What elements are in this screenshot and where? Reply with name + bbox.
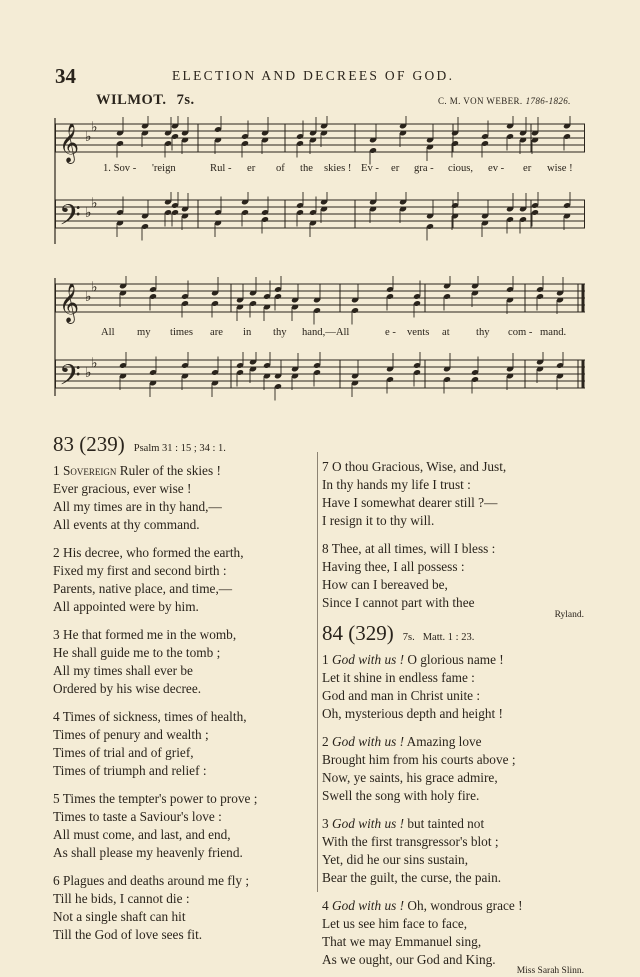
stanza (322, 733, 584, 805)
column-divider (317, 452, 318, 892)
music-lyrics-line-2 (0, 327, 640, 341)
verse-line: Yet, did he our sins sustain, (322, 852, 469, 867)
verse-line: That we may Emmanuel sing, (322, 934, 482, 949)
scripture-reference: Matt. 1 : 23. (422, 632, 475, 643)
lyric-syllable: hand,—All (302, 327, 350, 338)
verse-line: 7 O thou Gracious, Wise, and Just, (322, 459, 507, 474)
verse-line: All appointed were by him. (53, 599, 199, 614)
music-lyrics-line-1 (0, 163, 640, 177)
lyric-syllable: my (137, 327, 151, 338)
verse-line: 1 Sovereign Ruler of the skies ! (53, 463, 221, 478)
verse-line: Bear the guilt, the curse, the pain. (322, 870, 502, 885)
stanza (53, 708, 315, 780)
lyric-syllable: of (276, 163, 285, 174)
lyric-syllable: skies ! (324, 163, 352, 174)
verse-line: Swell the song with holy fire. (322, 788, 480, 803)
verse-line: 6 Plagues and deaths around me fly ; (53, 873, 250, 888)
stanza (53, 872, 315, 944)
verse-line: Have I somewhat dearer still ?— (322, 495, 498, 510)
verse-line: All my times are in thy hand,— (53, 499, 222, 514)
stanza (53, 544, 315, 616)
hymn-83 (53, 434, 315, 954)
lyric-syllable: er (247, 163, 256, 174)
system-brace-2 (52, 278, 58, 396)
verse-line: As we ought, our God and King. (322, 952, 496, 967)
hymn-83-continued (322, 458, 584, 977)
verse-line: All must come, and last, and end, (53, 827, 231, 842)
verse-line: Let us see him face to face, (322, 916, 468, 931)
verse-line: 1 God with us ! O glorious name ! (322, 652, 504, 667)
verse-line: 4 God with us ! Oh, wondrous grace ! (322, 898, 523, 913)
lyric-syllable: er (391, 163, 400, 174)
tune-meter: 7s. (176, 92, 195, 108)
verse-line: Till he bids, I cannot die : (53, 891, 190, 906)
hymn-number: 84 (329) (322, 621, 394, 645)
system-brace-1 (52, 118, 58, 244)
verse-line: 2 His decree, who formed the earth, (53, 545, 244, 560)
verse-line: With the first transgressor's blot ; (322, 834, 499, 849)
verse-line: Since I cannot part with thee (322, 595, 475, 610)
composer-name: C. M. VON WEBER. (438, 96, 523, 106)
running-head: ELECTION AND DECREES OF GOD. (172, 68, 455, 83)
verse-line: Oh, mysterious depth and height ! (322, 706, 503, 721)
verse-line: 3 He that formed me in the womb, (53, 627, 237, 642)
lyric-syllable: 1. Sov - (103, 163, 137, 174)
lyric-syllable: e - (385, 327, 396, 338)
lyric-syllable: vents (407, 327, 430, 338)
verse-line: Times of trial and of grief, (53, 745, 194, 760)
verse-line: As shall please my heavenly friend. (53, 845, 243, 860)
verse-line: 2 God with us ! Amazing love (322, 734, 482, 749)
verse-line: 4 Times of sickness, times of health, (53, 709, 247, 724)
verse-line: Now, ye saints, his grace admire, (322, 770, 498, 785)
lyric-syllable: er (523, 163, 532, 174)
stanza (53, 626, 315, 698)
flat-icon: ♭ (85, 366, 92, 381)
verse-line: He shall guide me to the tomb ; (53, 645, 221, 660)
verse-line: 3 God with us ! but tainted not (322, 816, 485, 831)
flat-icon: ♭ (91, 196, 98, 212)
treble-clef-icon: 𝄞 (59, 123, 80, 163)
lyric-syllable: thy (476, 327, 490, 338)
lyric-syllable: ev - (488, 163, 505, 174)
flat-icon: ♭ (85, 290, 92, 305)
verse-line: I resign it to thy will. (322, 513, 435, 528)
tune-name (96, 92, 195, 109)
stanza (53, 462, 315, 534)
stanza (322, 651, 584, 723)
lyric-syllable: times (170, 327, 193, 338)
lyric-syllable: gra - (414, 163, 434, 174)
flat-icon: ♭ (85, 130, 92, 145)
lyric-syllable: Rul - (210, 163, 232, 174)
verse-line: Not a single shaft can hit (53, 909, 186, 924)
flat-icon: ♭ (91, 356, 98, 372)
page-number: 34 (55, 64, 76, 88)
stanza (322, 897, 584, 969)
hymn-83-author: Ryland. (554, 610, 584, 620)
music-staff-bass-2 (55, 352, 585, 402)
flat-icon: ♭ (91, 280, 98, 296)
verse-line: 8 Thee, at all times, will I bless : (322, 541, 496, 556)
music-staff-treble-2 (55, 276, 585, 326)
treble-clef-icon: 𝄞 (59, 283, 80, 323)
flat-icon: ♭ (85, 206, 92, 221)
composer-credit (438, 96, 571, 106)
verse-line: God and man in Christ unite : (322, 688, 481, 703)
verse-line: Let it shine in endless fame : (322, 670, 475, 685)
hymn-number: 83 (239) (53, 432, 125, 456)
verse-line: Fixed my first and second birth : (53, 563, 227, 578)
stanza (322, 815, 584, 887)
music-staff-bass-1 (55, 192, 585, 242)
hymn-84-author: Miss Sarah Slinn. (516, 966, 584, 976)
lyric-syllable: Ev - (361, 163, 379, 174)
lyric-syllable: All (101, 327, 115, 338)
scripture-reference: Psalm 31 : 15 ; 34 : 1. (133, 443, 226, 454)
hymn-83-heading (53, 434, 315, 459)
flat-icon: ♭ (91, 120, 98, 136)
composer-dates: 1786-1826. (525, 96, 571, 106)
verse-line: Times of triumph and relief : (53, 763, 207, 778)
hymn-84-heading (322, 623, 584, 648)
lyric-syllable: wise ! (547, 163, 573, 174)
lyric-syllable: mand. (540, 327, 567, 338)
lyric-syllable: 'reign (152, 163, 176, 174)
stanza (53, 790, 315, 862)
lyric-syllable: are (210, 327, 223, 338)
verse-line: Ordered by his wise decree. (53, 681, 202, 696)
verse-line: How can I bereaved be, (322, 577, 448, 592)
lyric-syllable: in (243, 327, 252, 338)
verse-line: Times to taste a Saviour's love : (53, 809, 222, 824)
verse-line: Ever gracious, ever wise ! (53, 481, 192, 496)
verse-line: In thy hands my life I trust : (322, 477, 471, 492)
verse-line: 5 Times the tempter's power to prove ; (53, 791, 258, 806)
verse-line: Times of penury and wealth ; (53, 727, 209, 742)
verse-line: Brought him from his courts above ; (322, 752, 516, 767)
music-staff-treble-1 (55, 116, 585, 166)
lyric-syllable: thy (273, 327, 287, 338)
verse-line: Having thee, I all possess : (322, 559, 465, 574)
stanza (322, 458, 584, 530)
verse-line: Till the God of love sees fit. (53, 927, 203, 942)
lyric-syllable: com - (508, 327, 533, 338)
verse-line: Parents, native place, and time,— (53, 581, 233, 596)
verse-line: All my times shall ever be (53, 663, 193, 678)
lyric-syllable: the (300, 163, 313, 174)
verse-line: All events at thy command. (53, 517, 200, 532)
hymn-meter: 7s. (402, 632, 415, 643)
tune-title: WILMOT. (96, 92, 167, 108)
bass-clef-icon: 𝄢 (59, 199, 81, 239)
lyric-syllable: at (442, 327, 450, 338)
bass-clef-icon: 𝄢 (59, 359, 81, 399)
stanza (322, 540, 584, 612)
lyric-syllable: cious, (448, 163, 474, 174)
